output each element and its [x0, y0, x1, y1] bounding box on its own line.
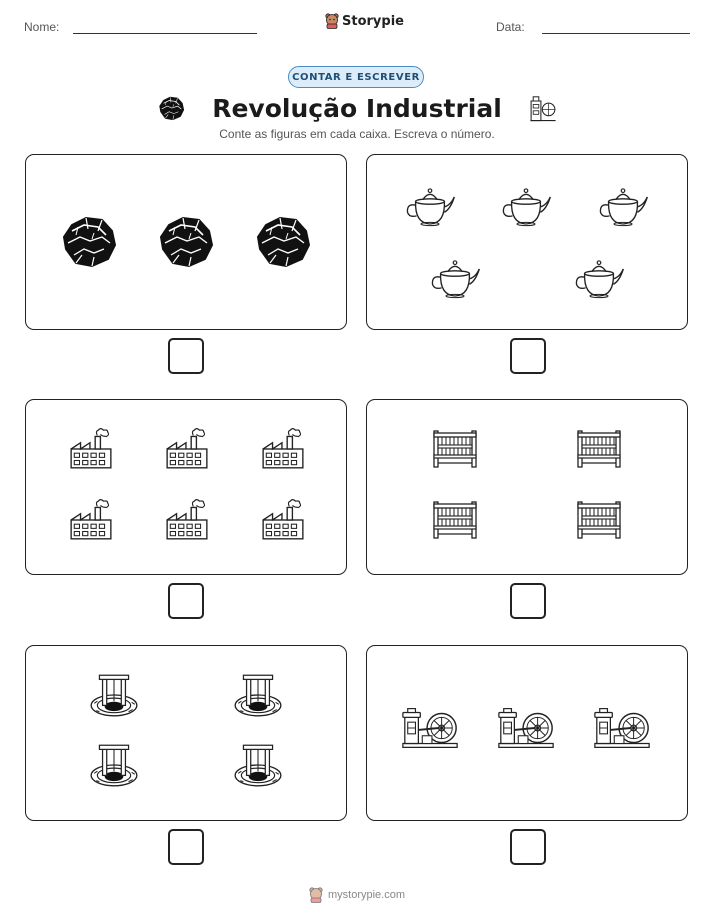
factory-icon — [260, 499, 306, 541]
factory-icon — [260, 428, 306, 470]
answer-box-factory[interactable] — [168, 583, 204, 619]
answer-box-loom[interactable] — [510, 583, 546, 619]
counting-box-mine-shaft — [25, 645, 347, 821]
loom-icon — [575, 499, 623, 541]
mine-shaft-icon — [88, 742, 140, 788]
counting-box-teapot — [366, 154, 688, 330]
steam-engine-icon — [591, 706, 653, 750]
teapot-icon — [428, 255, 482, 301]
factory-machine-icon — [528, 94, 558, 122]
teapot-icon — [499, 183, 553, 229]
footer-url[interactable]: mystorypie.com — [327, 889, 406, 901]
teapot-icon — [403, 183, 457, 229]
name-label: Nome: — [24, 20, 60, 34]
coal-icon — [153, 211, 217, 271]
bear-mascot-icon — [309, 887, 323, 903]
instructions: Conte as figuras em cada caixa. Escreva o número. — [219, 127, 495, 141]
activity-badge: CONTAR E ESCREVER — [288, 66, 424, 88]
answer-box-mine-shaft[interactable] — [168, 829, 204, 865]
steam-engine-icon — [495, 706, 557, 750]
factory-icon — [68, 428, 114, 470]
counting-box-steam-engine — [366, 645, 688, 821]
factory-icon — [68, 499, 114, 541]
title-row — [0, 90, 714, 126]
brand-logo — [325, 13, 404, 29]
loom-icon — [431, 499, 479, 541]
counting-box-factory — [25, 399, 347, 575]
mine-shaft-icon — [88, 672, 140, 718]
coal-icon — [56, 211, 120, 271]
steam-engine-icon — [399, 706, 461, 750]
date-line[interactable] — [542, 33, 690, 34]
loom-icon — [431, 428, 479, 470]
name-line[interactable] — [73, 33, 257, 34]
teapot-icon — [596, 183, 650, 229]
answer-box-coal[interactable] — [168, 338, 204, 374]
counting-box-loom — [366, 399, 688, 575]
factory-icon — [164, 499, 210, 541]
brand-name: Storypie — [342, 13, 404, 29]
factory-icon — [164, 428, 210, 470]
loom-icon — [575, 428, 623, 470]
coal-icon — [250, 211, 314, 271]
footer — [0, 887, 714, 903]
mine-shaft-icon — [232, 742, 284, 788]
date-label: Data: — [496, 20, 525, 34]
page-title: Revolução Industrial — [212, 93, 502, 123]
bear-mascot-icon — [325, 13, 339, 29]
mine-shaft-icon — [232, 672, 284, 718]
counting-box-coal — [25, 154, 347, 330]
answer-box-teapot[interactable] — [510, 338, 546, 374]
coal-icon — [156, 94, 186, 122]
answer-box-steam-engine[interactable] — [510, 829, 546, 865]
teapot-icon — [572, 255, 626, 301]
